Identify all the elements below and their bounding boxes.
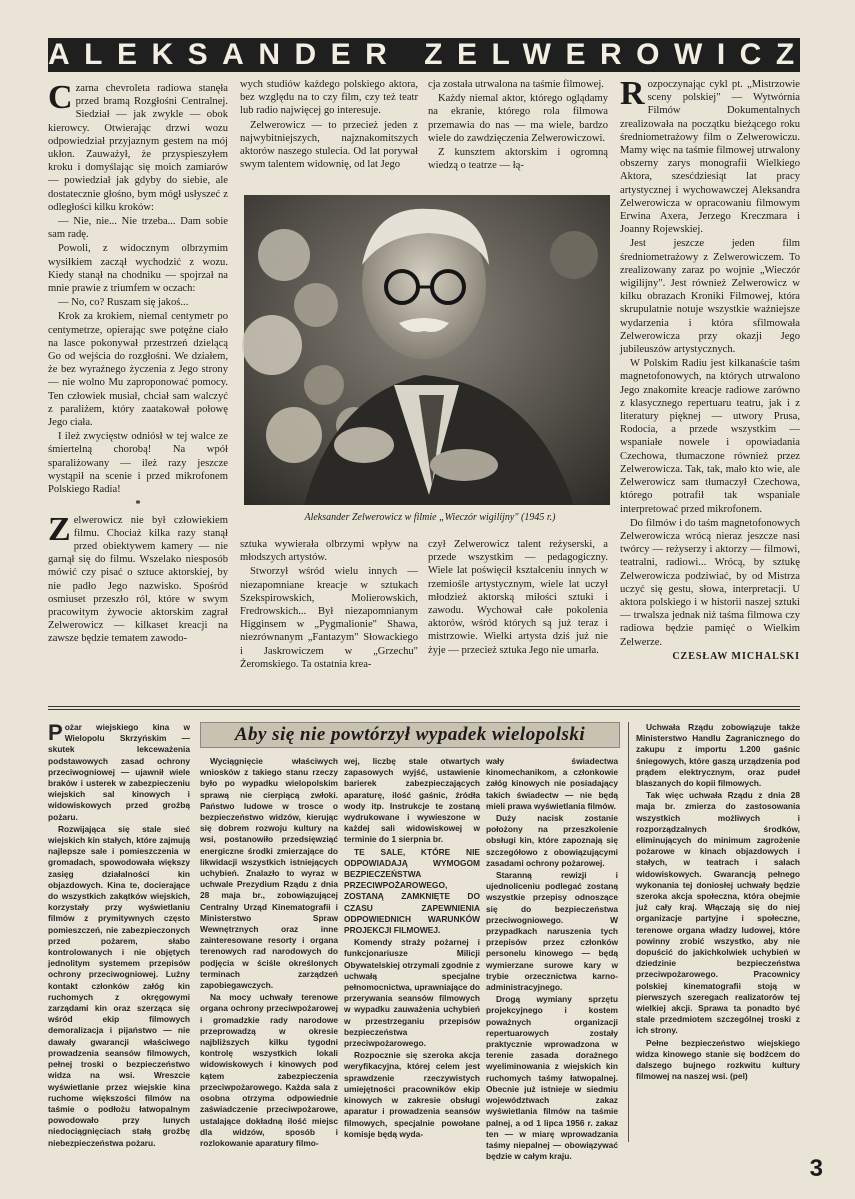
section-separator: * <box>135 499 141 511</box>
lower-column-5 <box>636 722 800 1142</box>
article-column-1 <box>48 79 228 700</box>
article-title: ALEKSANDER ZELWEROWICZ <box>48 38 809 71</box>
paragraph: czył Zelwerowicz talent reżyserski, a przede wszystkim — pedagogiczny. Wiele lat poświęcił kształceniu innych w rzemiośle artystycznym, wiele lat uczył młodzież aktorską miłości sztuki i zawodu. Wychował całe pokolenia aktorów, wśród których są już teraz i mistrzowie. Wielki artysta dziś już nie żyje — przecież sztuka Jego nie umarła. <box>428 539 608 656</box>
drop-cap: P <box>48 720 63 745</box>
paragraph: ozpoczynając cykl pt. „Mistrzowie sceny polskiej" — Wytwórnia Filmów Dokumentalnych zrealizowała na początku bieżącego roku średniometrażowy film o Zelwerowiczu. Mamy więc na taśmie filmowej utrwalony obszerny zarys monografii Wielkiego Aktora, szesćdziesiąt lat pracy artystycznej i wychowawczej Aleksandra Zelwerowicza w opracowaniu filmowym Erwina Axera, Jerzego Kreczmara i Joanny Rojewskiej. <box>620 79 800 236</box>
paragraph: Rozpocznie się szeroka akcja weryfikacyjna, której celem jest sprawdzenie rzeczywistych umiejętności pracowników ekip kinowych w zakresie obsługi aparatur i prowadzenia seansów filmowych, specjalnie powołane komisje będą wyda- <box>344 1050 480 1139</box>
paragraph-emphasis: TE SALE, KTÓRE NIE ODPOWIADAJĄ WYMOGOM BEZPIECZEŃSTWA PRZECIWPOŻAROWEGO, ZOSTANĄ ZAMKNIĘTE DO CZASU ZAPEWNIENIA ODPOWIEDNICH WARUNKÓW PROJEKCJI FILMOWEJ. <box>344 846 480 936</box>
section-divider <box>48 706 800 707</box>
section-divider <box>48 709 800 710</box>
paragraph: W Polskim Radiu jest kilkanaście taśm magnetofonowych, na których utrwalono Jego znakomite kreacje radiowe zarówno z klasycznego repertuaru teatru, jak i z literatury pięknej — utwory Prusa, Rodocia, a przede wszystkim — wspaniałe nowele i opowiadania Czechowa, tłumaczone również przez Zelwerowicza. Tak, tak, mało kto wie, ale Zelwerowicz sam tłumaczył Czechowa, którego potrafił tak wspaniale interpretować przed mikrofonem. <box>620 358 800 515</box>
portrait-illustration <box>244 195 610 505</box>
paragraph: Rozwijająca się stale sieć wiejskich kin stałych, które zajmują najlepsze sale i pomieszczenia w gromadach, spowodowała większy zasięg działalności kin objazdowych. Kina te, docierające do wszystkich zakątków wiejskich, korzystały przy wyświetlaniu filmów z prymitywnych często pomieszczeń, nie zabezpieczonych przed pożarem, słabo kontrolowanych i nie objętych jednolitym systemem przepisów ochrony przeciwogniowej. Luźny kontakt członków załóg kin ruchomych z okręgowymi zarządami kin oraz szerząca się wśród ekip filmowych demoralizacja i pijaństwo — nie dawały gwarancji właściwego prowadzenia seansów filmowych, pełnej troski o bezpieczeństwo widza na wsi. Wreszcie wyświetlanie przez wiejskie kina ruchome większości filmów na taśmie o podłożu łatwopalnym powodowało przy lunych niedociągnięciach stałą groźbę niebezpieczeństwa pożaru. <box>48 823 190 1148</box>
article-column-4 <box>620 75 800 700</box>
article-column-3-continued <box>428 538 608 700</box>
paragraph: Staranną rewizji i ujednoliceniu podlegać zostaną wszystkie przepisy odnoszące się do bezpieczeństwa przeciwogniowego. W przypadkach naruszenia tych przepisów przez członków personelu kinowego — będą wymierzane surowe kary w trybie orzecznictwa karno-administracyjnego. <box>486 870 618 993</box>
lower-column-3 <box>344 756 480 1142</box>
paragraph: Krok za krokiem, niemal centymetr po centymetrze, opierając swe potężne ciało na lasce pokonywał przestrzeń dzielącą Go od wejścia do rozgłośni. We działem, że bez wyraźnego życzenia z Jego strony — nie wolno Mu zaproponować pomocy. Ten człowiek musiał, chciał sam walczyć z paraliżem, który zaatakował połowę Jego ciała. <box>48 311 228 429</box>
column-divider <box>628 722 629 1142</box>
paragraph: — No, co? Ruszam się jakoś... <box>58 297 189 309</box>
lower-article-headline: Aby się nie powtórzył wypadek wielopolski <box>200 722 620 748</box>
paragraph: Każdy niemal aktor, którego oglądamy na ekranie, którego rola filmowa przemawia do nas — ma wiele, bardzo wiele do zawdzięczenia Zelwerowiczowi. <box>428 93 608 144</box>
paragraph: Jest jeszcze jeden film średniometrażowy z Zelwerowiczem. To zrealizowany zaraz po wojnie „Wieczór wigilijny". Jest również Zelwerowicz w kilku obrazach Kroniki Filmowej, która skrupulatnie notuje wszystkie ważniejsze wydarzenia i która sfilmowała Zelwerowicza przy okazji Jego jubileuszów artystycznych. <box>620 238 800 356</box>
article-column-3 <box>428 78 608 190</box>
paragraph: wały świadectwa kinomechanikom, a członkowie załóg kinowych nie posiadający takich świadectw — nie będą mieli prawa wyświetlania filmów. <box>486 756 618 811</box>
paragraph: wej, liczbę stale otwartych zapasowych wyjść, ustawienie barierek zabezpieczających aparaturę, ilość gaśnic, źródła wody itp. Instrukcje te zostaną wydrukowane i wywieszone w każdej sali widowiskowej w terminie do 1 sierpnia br. <box>344 756 480 845</box>
paragraph: Drogą wymiany sprzętu projekcyjnego i kostem poważnych organizacji repertuarowych zostały praktycznie wprowadzona w terenie zasada dorażnego wyeliminowania z wiejskich kin ruchomych taśmy łatwopalnej. Obecnie już istnieje w siedmiu województwach zakaz wyświetlania filmów na taśmie palnej, a od 1 lipca 1956 r. zakaz ten — w miarę wprowadzania taśmy niepalnej — obowiązywać będzie w całym kraju. <box>486 994 618 1162</box>
paragraph: Do filmów i do taśm magnetofonowych Zelwerowicza wrócą nieraz jeszcze nasi twórcy — reżyserzy i aktorzy — filmowi, teatralni, radiowi... Wrócą, by sztukę Zelwerowicza podziwiać, by od Mistrza uczyć się gestu, słowa, interpretacji. U aktora polskiego i w historii naszej sztuki — trwalsza jednak niż taśma filmowa czy radiowa będzie pamięć o Wielkim Zelwerze. <box>620 517 800 648</box>
paragraph: Zelwerowicz — to przecież jeden z najwybitniejszych, najznakomitszych aktorów naszego stulecia. Od lat porywał swym talentem widownię, od lat Jego <box>240 119 418 171</box>
lower-column-1 <box>48 720 190 1148</box>
drop-cap: C <box>48 79 73 116</box>
paragraph: wych studiów każdego polskiego aktora, bez względu na to czy film, czy też teatr lub radio najwięcej go interesuje. <box>240 79 418 117</box>
lower-column-2 <box>200 756 338 1148</box>
paragraph: Uchwała Rządu zobowiązuje także Ministerstwo Handlu Zagranicznego do zakupu z importu 1.200 gaśnic śniegowych, które gaszą urządzenia pod prądem elektrycznym, oraz pudeł blaszanych do kopii filmowych. <box>636 722 800 789</box>
paragraph: Duży nacisk zostanie położony na przeszkolenie obsługi kin, które zapoznają się szczegółowo z obowiązującymi zasadami ochrony pożarowej. <box>486 813 618 868</box>
article-column-2 <box>240 78 418 190</box>
paragraph: Na mocy uchwały terenowe organa ochrony przeciwpożarowej i gromadzkie rady narodowe przeprowadzą w okresie najbliższych kilku tygodni kontrolę wszystkich lokali widowiskowych i kinowych pod kątem zabezpieczenia przeciwpożarowego. Każda sala z osobna otrzyma odpowiednie zaświadczenie przeciwpożarowe, ustalające dokładną ilość miejsc dla widzów, sposób i rozlokowanie aparatury filmo- <box>200 992 338 1148</box>
author-signature: CZESŁAW MICHALSKI <box>672 650 800 662</box>
paragraph: sztuka wywierała olbrzymi wpływ na młodszych artystów. <box>240 539 418 564</box>
paragraph: zarna chevroleta radiowa stanęła przed bramą Rozgłośni Centralnej. Siedział — jak zwykle — obok kierowcy. Otwierając drzwi wozu odpowiedział przyjaznym gestem na mój ukłon. Zauważył, że przyspieszyłem kroku i domyślając się moich zamiarów — powiedział jak gdyby do siebie, ale dostatecznie głośno, bym mógł usłyszeć z odległości kilku kroków: <box>48 83 228 213</box>
paragraph: — Nie, nie... Nie trzeba... Dam sobie sam radę. <box>48 216 228 241</box>
paragraph: elwerowicz nie był człowiekiem filmu. Chociaż kilka razy stanął przed obiektywem kamery — nie garnął się do filmu. Wszelako niesposób mówić czy pisać o sztuce aktorskiej, by nie padło Jego nazwisko. Spośród osmiuset przeszło ról, które w swym pracowitym żywocie aktorskim zagrał Zelwerowicz — kilkaset kreacji na zawsze będzie tematem zawodo- <box>48 514 228 645</box>
paragraph: Pełne bezpieczeństwo wiejskiego widza kinowego stanie się bodźcem do dalszego bujnego rozkwitu kultury filmowej na naszej wsi. (pel) <box>636 1037 800 1082</box>
page-number: 3 <box>809 1155 823 1182</box>
photo-caption: Aleksander Zelwerowicz w filmie „Wieczór wigilijny" (1945 r.) <box>304 512 556 523</box>
drop-cap: Z <box>48 510 71 548</box>
portrait-photo <box>244 195 610 505</box>
paragraph: Komendy straży pożarnej i funkcjonariusze Milicji Obywatelskiej otrzymali zgodnie z uchwałą specjalne pełnomocnictwa, uprawniające do przerywania seansów filmowych w wypadku zauważenia uchybień w przestrzeganiu przepisów bezpieczeństwa przeciwpożarowego. <box>344 937 480 1049</box>
paragraph: cja została utrwalona na taśmie filmowej. <box>428 79 604 90</box>
paragraph: Tak więc uchwała Rządu z dnia 28 maja br. zmierza do zastosowania wszystkich możliwych i rozporządzalnych środków, eliminujących do minimum zagrożenie pożarowe w kinach objazdowych i stałych, w teatrach i salach widowiskowych. Gwarancją pełnego wykonania tej doniosłej uchwały będzie szeroka akcja społeczna, która obejmie już cały kraj. Włączają się do niej organizacje partyjne i społeczne, terenowe organa władzy ludowej, które powinny zrobić wszystko, aby nie dopuścić do jakichkolwiek uchybień w dziedzinie bezpieczeństwa przeciwpożarowego. Pracownicy polskiej kinematografii stoją w pierwszych szeregach realizatorów tej wielkiej akcji. Sprawa ta ponadto być stale przedmiotem szczególnej troski z ich strony. <box>636 790 800 1036</box>
article-column-2-continued <box>240 538 418 700</box>
paragraph: Wyciągnięcie właściwych wniosków z takiego stanu rzeczy było po wypadku wielopolskim sprawą nie cierpiącą zwłoki. Państwo ludowe w trosce o bezpieczeństwo widzów, kierując się dobrem rozwoju kultury na wsi, postanowiło przedsięwziąć energiczne środki zmierzające do likwidacji wszystkich istniejących uchybień. Znalazło to wyraz w uchwale Prezydium Rządu z dnia 28 maja br., zobowiązującej Centralny Urząd Kinematografii i Ministerstwo Spraw Wewnętrznych oraz inne zainteresowane resorty i organa terenowych rad narodowych do podjęcia w ściśle określonych terminach zarządzeń zapobiegawczych. <box>200 756 338 991</box>
lower-column-4 <box>486 756 618 1162</box>
drop-cap: R <box>620 75 645 112</box>
paragraph: Z kunsztem aktorskim i ogromną wiedzą o teatrze — łą- <box>428 147 608 172</box>
paragraph: I ileż zwycięstw odniósł w tej walce ze śmiertelną chorobą! Na wpół sparaliżowany — ileż razy jeszcze wystąpił na scenie i przed mikrofonem Polskiego Radia! <box>48 431 228 496</box>
paragraph: Stworzył wśród wielu innych — niezapomniane kreacje w sztukach Szekspirowskich, Molierowskich, Fredrowskich... Był niezapomnianym Higginsem w „Pygmalionie" Shawa, niezrównanym „Fantazym" Słowackiego i Jaskrowiczem w „Grzechu" Żeromskiego. Ta ostatnia krea- <box>240 566 418 670</box>
paragraph: ożar wiejskiego kina w Wielopolu Skrzyńskim — skutek lekceważenia podstawowych zasad ochrony przeciwogniowej — ujawnił wiele braków i usterek w zabezpieczeniu wiejskich sal kinowych i widowiskowych przed groźbą pożaru. <box>48 722 190 822</box>
paragraph: Powoli, z widocznym olbrzymim wysiłkiem zaczął wychodzić z wozu. Kiedy stanął na chodniku — spojrzał na mnie prawie z triumfem w oczach: <box>48 243 228 295</box>
